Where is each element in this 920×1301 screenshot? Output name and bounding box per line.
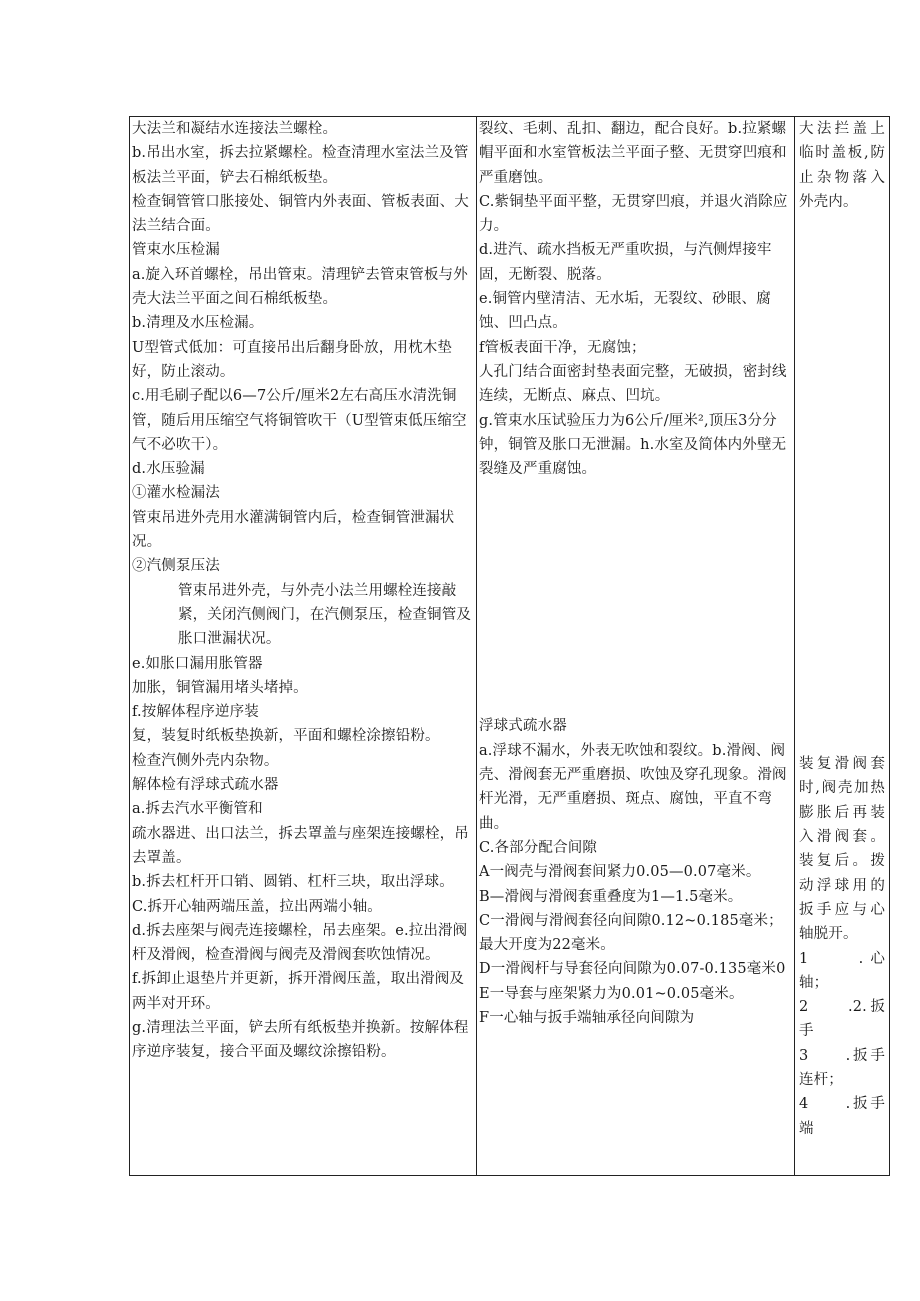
paragraph: d.拆去座架与阀壳连接螺栓，吊去座架。e.拉出滑阀杆及滑阀，检查滑阀与阀壳及滑阀套吹蚀情况。 [132,922,468,964]
paragraph: 检查铜管管口胀接处、铜管内外表面、管板表面、大法兰结合面。 [132,193,469,235]
paragraph: C.紫铜垫平面平整，无贯穿凹痕，并退火消除应力。 [479,193,788,235]
notes-column [795,117,890,1176]
paragraph: 复，装复时纸板垫换新，平面和螺栓涂擦铅粉。 [132,728,440,745]
paragraph: U型管式低加：可直接吊出后翻身卧放，用枕木垫好，防止滚动。 [132,339,453,380]
column-gap [799,214,885,752]
paragraph: E一导套与座架紧力为0.01~0.05毫米。 [479,985,744,1002]
paragraph: b.吊出水室，拆去拉紧螺栓。检查清理水室法兰及管板法兰平面，铲去石棉纸板垫。 [132,145,469,186]
procedure-cell [130,117,476,1175]
paragraph: d.水压验漏 [132,461,205,478]
paragraph: b.拆去杠杆开口销、圆销、杠杆三块，取出浮球。 [132,874,454,891]
paragraph: 3 .扳手连杆； [799,1047,885,1089]
paragraph: D一滑阀杆与导套径向间隙为0.07-0.135毫米0 [479,961,786,978]
procedure-table [129,116,890,1176]
paragraph: 4 .扳手端 [799,1096,885,1137]
paragraph: B—滑阀与滑阀套重叠度为1—1.5毫米。 [479,888,743,905]
paragraph: A一阀壳与滑阀套间紧力0.05—0.07毫米。 [479,864,761,881]
column-gap [479,481,792,714]
paragraph: 加胀，铜管漏用堵头堵掉。 [132,679,308,696]
paragraph: f.拆卸止退垫片并更新，拆开滑阀压盖，取出滑阀及两半对开环。 [132,971,465,1012]
paragraph: 2 .2.扳手 [799,999,885,1040]
quality-standard-cell [477,117,794,1175]
quality-standard-column [477,117,795,1176]
paragraph: 检查汽侧外壳内杂物。 [132,752,279,769]
table-row [130,117,890,1176]
paragraph: g.清理法兰平面，铲去所有纸板垫并换新。按解体程序逆序装复，接合平面及螺纹涂擦铅粉。 [132,1019,469,1061]
paragraph: C.拆开心轴两端压盖，拉出两端小轴。 [132,898,382,915]
paragraph: c.用毛刷子配以6—7公斤/厘米2左右高压水清洗铜管，随后用压缩空气将铜管吹干（U型管束低压缩空气不必吹干）。 [132,388,467,453]
paragraph: ①灌水检漏法 [132,485,220,502]
paragraph: 管束吊进外壳，与外壳小法兰用螺栓连接敲紧，关闭汽侧阀门，在汽侧泵压，检查铜管及胀口泄漏状况。 [178,582,471,648]
paragraph: 管束吊进外壳用水灌满铜管内后，检查铜管泄漏状况。 [132,509,455,551]
paragraph: 人孔门结合面密封垫表面完整，无破损，密封线连续，无断点、麻点、凹坑。 [479,363,787,405]
paragraph: a.浮球不漏水，外表无吹蚀和裂纹。b.滑阀、阀壳、滑阀套无严重磨损、吹蚀及穿孔现象。滑阀杆光滑，无严重磨损、斑点、腐蚀，平直不弯曲。 [479,742,787,832]
section-heading: 浮球式疏水器 [479,718,567,735]
paragraph: C一滑阀与滑阀套径向间隙0.12~0.185毫米；最大开度为22毫米。 [479,912,783,954]
paragraph: a.旋入环首螺栓，吊出管束。清理铲去管束管板与外壳大法兰平面之间石棉纸板垫。 [132,266,468,308]
paragraph: d.进汽、疏水挡板无严重吹损，与汽侧焊接牢固，无断裂、脱落。 [479,242,772,283]
paragraph: 装复滑阀套时,阀壳加热膨胀后再装入滑阀套。装复后。拨动浮球用的扳手应与心轴脱开。 [799,756,885,943]
section-heading: 解体检有浮球式疏水器 [132,777,279,794]
paragraph: 大法拦盖上临时盖板,防止杂物落入外壳内。 [799,121,885,210]
procedure-column [130,117,477,1176]
paragraph: a.拆去汽水平衡管和 [132,801,263,818]
paragraph: 裂纹、毛刺、乱扣、翻边，配合良好。b.拉紧螺帽平面和水室管板法兰平面子整、无贯穿凹痕和严重磨蚀。 [479,121,787,186]
paragraph: b.清理及水压检漏。 [132,315,264,332]
paragraph: f.按解体程序逆序装 [132,704,259,721]
paragraph: g.管束水压试验压力为6公斤/厘米²,顶压3分分钟，铜管及胀口无泄漏。h.水室及简体内外壁无裂缝及严重腐蚀。 [479,412,787,478]
section-heading: 管束水压检漏 [132,242,220,259]
paragraph: F一心轴与扳手端轴承径向间隙为 [479,1010,695,1027]
paragraph: C.各部分配合间隙 [479,839,598,856]
paragraph: 大法兰和凝结水连接法兰螺栓。 [132,121,338,137]
paragraph: 1 .心轴； [799,950,885,991]
notes-cell [795,117,889,1175]
paragraph: e.铜管内壁清洁、无水垢，无裂纹、砂眼、腐蚀、凹凸点。 [479,291,771,332]
paragraph: ②汽侧泵压法 [132,558,220,575]
paragraph: e.如胀口漏用胀管器 [132,655,263,672]
paragraph: 疏水器进、出口法兰，拆去罩盖与座架连接螺栓，吊去罩盖。 [132,825,469,866]
paragraph: f管板表面干净，无腐蚀； [479,339,646,356]
